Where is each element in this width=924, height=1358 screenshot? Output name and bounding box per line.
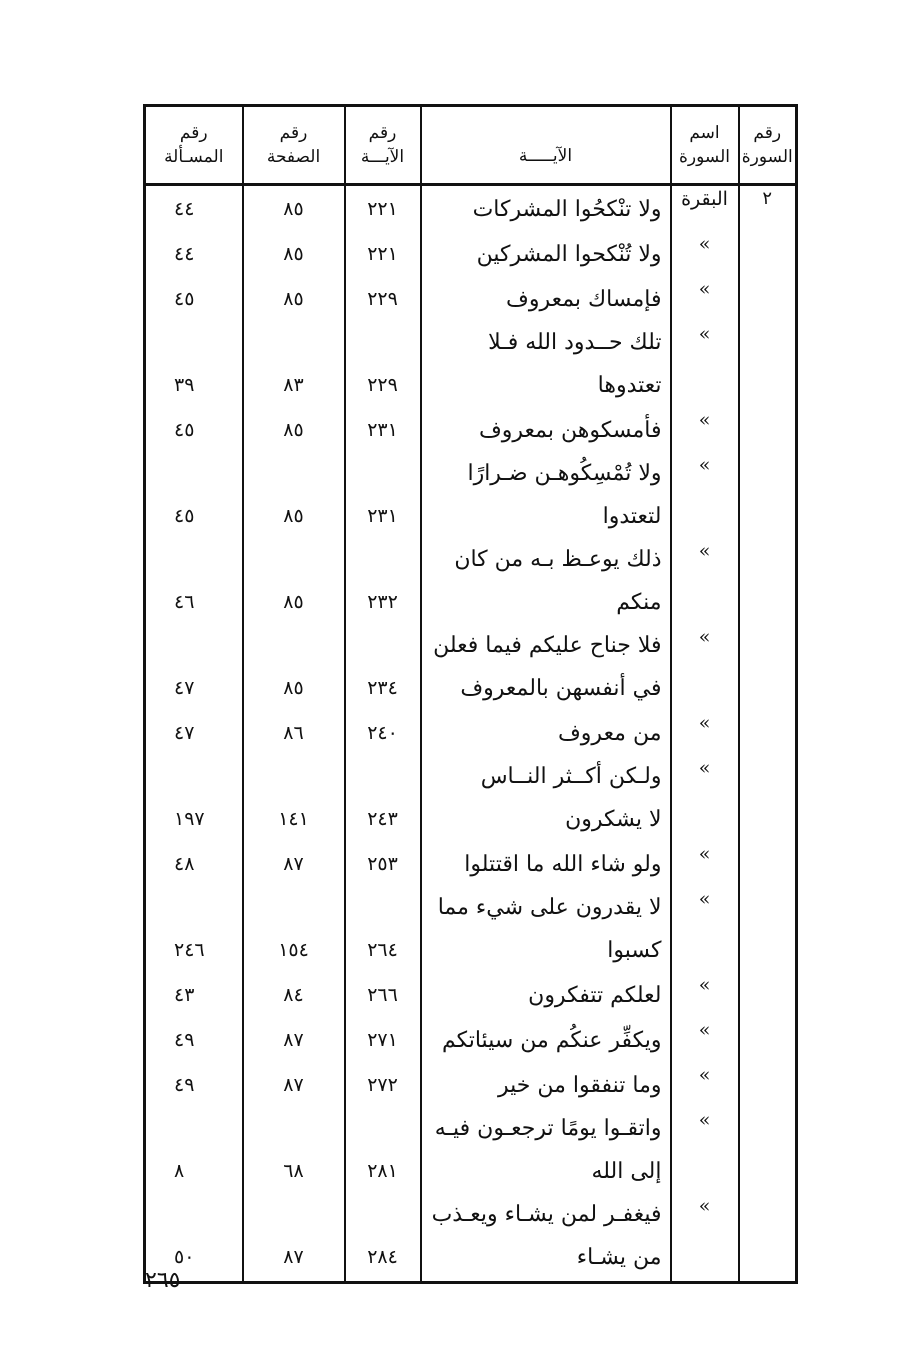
page-number-cell: ٨٦: [243, 710, 345, 755]
ayah-text-line: ولا تنْكحُوا المشركات: [472, 197, 662, 222]
header-surah-name-line-2: السورة: [679, 147, 730, 167]
table-row: [145, 407, 797, 452]
page-number-cell: ٨٧: [243, 1017, 345, 1062]
header-surah-number: [739, 106, 797, 185]
ayah-number-cell: ٢٢١: [345, 231, 421, 276]
ayah-text-line: تعتدوها: [597, 373, 662, 398]
page-number-cell: ٨٥: [243, 538, 345, 624]
header-ayah-label: الآيـــــة: [518, 146, 573, 166]
page-number-cell: ٦٨: [243, 1107, 345, 1193]
ayah-number-cell: ٢٣١: [345, 452, 421, 538]
ayah-text-line: لتعتدوا: [602, 504, 662, 529]
question-number-cell: ٥٠: [145, 1193, 243, 1283]
surah-number-cell: [739, 1193, 797, 1283]
surah-name-cell: »: [671, 321, 739, 407]
ayah-text-line: ولا تُمْسِكُوهـن ضـرارًا: [467, 461, 662, 486]
table-row: [145, 755, 797, 841]
table-row: [145, 886, 797, 972]
ayah-text-line: تلك حــدود الله فـلا: [488, 330, 662, 355]
ayah-number-cell: ٢٧١: [345, 1017, 421, 1062]
question-number-cell: ٤٩: [145, 1062, 243, 1107]
table-body: [145, 185, 797, 1283]
header-question-number-line-1: رقم: [179, 123, 208, 143]
ayah-text-cell: [421, 1107, 671, 1193]
table-row: [145, 231, 797, 276]
surah-name-cell: »: [671, 710, 739, 755]
page-number-cell: ٨٥: [243, 276, 345, 321]
page-number-cell: ٨٤: [243, 972, 345, 1017]
page-number-cell: ١٥٤: [243, 886, 345, 972]
ayah-number-cell: ٢٣٢: [345, 538, 421, 624]
table-row: [145, 841, 797, 886]
question-number-cell: ٤٧: [145, 710, 243, 755]
surah-name-cell: »: [671, 755, 739, 841]
ayah-text-line: في أنفسهن بالمعروف: [460, 676, 662, 701]
surah-number-cell: [739, 755, 797, 841]
surah-name-cell: »: [671, 1062, 739, 1107]
page-number-cell: ٨٥: [243, 231, 345, 276]
surah-number-cell: [739, 1017, 797, 1062]
question-number-cell: ٢٤٦: [145, 886, 243, 972]
header-ayah-number-line-1: رقم: [368, 123, 397, 143]
header-ayah: [421, 106, 671, 185]
header-surah-name: [671, 106, 739, 185]
page-number-cell: ٨٣: [243, 321, 345, 407]
ayah-number-cell: ٢٨٤: [345, 1193, 421, 1283]
table-row: [145, 321, 797, 407]
question-number-cell: ٤٨: [145, 841, 243, 886]
page-number: ٢٦٥: [145, 1268, 181, 1293]
question-number-cell: ٤٥: [145, 407, 243, 452]
ayah-text-line: واتقـوا يومًا ترجعـون فيـه: [434, 1116, 662, 1141]
ayah-text-line: وما تنفقوا من خير: [498, 1073, 662, 1098]
ayah-text-line: منكم: [616, 590, 662, 615]
table-row: [145, 1017, 797, 1062]
header-surah-number-line-2: السورة: [741, 147, 793, 167]
surah-name-cell: »: [671, 231, 739, 276]
ayah-text-line: فيغفـر لمن يشـاء ويعـذب: [431, 1202, 662, 1227]
header-page-number: [243, 106, 345, 185]
ayah-text-cell: [421, 231, 671, 276]
question-number-cell: ٣٩: [145, 321, 243, 407]
header-row: [145, 106, 797, 185]
header-surah-name-line-1: اسم: [689, 123, 720, 143]
ayah-text-line: لعلكم تتفكرون: [528, 983, 662, 1008]
ayah-text-line: فأمسكوهن بمعروف: [478, 418, 662, 443]
header-question-number-line-2: المسـألة: [164, 147, 224, 167]
table-row: [145, 276, 797, 321]
ayah-text-cell: [421, 1017, 671, 1062]
question-number-cell: ٤٩: [145, 1017, 243, 1062]
header-page-number-line-2: الصفحة: [266, 147, 321, 167]
question-number-cell: ٤٥: [145, 276, 243, 321]
table-row: [145, 624, 797, 710]
ayah-text-cell: [421, 276, 671, 321]
page-number-cell: ١٤١: [243, 755, 345, 841]
question-number-cell: ٨: [145, 1107, 243, 1193]
header-surah-number-line-1: رقم: [753, 123, 782, 143]
surah-name-cell: »: [671, 1193, 739, 1283]
surah-name-cell: »: [671, 538, 739, 624]
question-number-cell: ٤٤: [145, 185, 243, 232]
ayah-number-cell: ٢٦٤: [345, 886, 421, 972]
question-number-cell: ٤٧: [145, 624, 243, 710]
ayah-text-cell: [421, 407, 671, 452]
ayah-text-line: ولـكن أكــثر النــاس: [480, 764, 662, 789]
page-number-cell: ٨٧: [243, 841, 345, 886]
ayah-text-line: ذلك يوعـظ بـه من كان: [454, 547, 662, 572]
ayah-text-cell: [421, 841, 671, 886]
table-row: [145, 185, 797, 232]
ayah-text-cell: [421, 710, 671, 755]
surah-number-cell: [739, 538, 797, 624]
surah-number-cell: [739, 276, 797, 321]
ayah-text-line: ولو شاء الله ما اقتتلوا: [464, 852, 662, 877]
table-row: [145, 452, 797, 538]
ayah-text-cell: [421, 1193, 671, 1283]
ayah-text-cell: [421, 185, 671, 232]
ayah-index-table: [143, 104, 798, 1284]
page-number-cell: ٨٥: [243, 624, 345, 710]
surah-name-cell: البقرة: [671, 185, 739, 232]
ayah-text-line: إلى الله: [591, 1159, 662, 1184]
page-number-cell: ٨٧: [243, 1193, 345, 1283]
surah-name-cell: »: [671, 886, 739, 972]
surah-name-cell: »: [671, 276, 739, 321]
ayah-number-cell: ٢٢٩: [345, 321, 421, 407]
surah-name-cell: »: [671, 1107, 739, 1193]
ayah-text-line: ولا تُنْكحوا المشركين: [476, 242, 662, 267]
table-row: [145, 1107, 797, 1193]
surah-number-cell: [739, 1062, 797, 1107]
ayah-text-cell: [421, 972, 671, 1017]
table-row: [145, 710, 797, 755]
ayah-text-cell: [421, 755, 671, 841]
ayah-text-line: فإمساك بمعروف: [506, 287, 662, 312]
ayah-text-line: ويكفِّر عنكُم من سيئاتكم: [441, 1028, 662, 1053]
ayah-number-cell: ٢٤٣: [345, 755, 421, 841]
surah-name-cell: »: [671, 1017, 739, 1062]
ayah-number-cell: ٢٣١: [345, 407, 421, 452]
ayah-text-cell: [421, 886, 671, 972]
surah-number-cell: [739, 321, 797, 407]
ayah-text-line: لا يقدرون على شيء مما: [437, 895, 662, 920]
header-question-number: [145, 106, 243, 185]
ayah-number-cell: ٢٢١: [345, 185, 421, 232]
ayah-text-line: من يشـاء: [576, 1245, 662, 1270]
surah-number-cell: [739, 1107, 797, 1193]
ayah-number-cell: ٢٤٠: [345, 710, 421, 755]
ayah-text-cell: [421, 452, 671, 538]
ayah-number-cell: ٢٦٦: [345, 972, 421, 1017]
ayah-text-cell: [421, 538, 671, 624]
table-row: [145, 538, 797, 624]
surah-number-cell: [739, 972, 797, 1017]
ayah-text-cell: [421, 1062, 671, 1107]
surah-number-cell: [739, 452, 797, 538]
page-number-cell: ٨٥: [243, 407, 345, 452]
table-row: [145, 1062, 797, 1107]
ayah-number-cell: ٢٢٩: [345, 276, 421, 321]
page-number-cell: ٨٥: [243, 452, 345, 538]
surah-number-cell: [739, 886, 797, 972]
ayah-text-line: لا يشكرون: [565, 807, 662, 832]
ayah-number-cell: ٢٣٤: [345, 624, 421, 710]
surah-number-cell: [739, 624, 797, 710]
header-ayah-number: [345, 106, 421, 185]
ayah-text-cell: [421, 321, 671, 407]
header-page-number-line-1: رقم: [279, 123, 308, 143]
table-row: [145, 1193, 797, 1283]
surah-number-cell: [739, 407, 797, 452]
question-number-cell: ٤٣: [145, 972, 243, 1017]
ayah-number-cell: ٢٧٢: [345, 1062, 421, 1107]
page-number-cell: ٨٧: [243, 1062, 345, 1107]
ayah-text-line: كسبوا: [607, 938, 662, 963]
surah-name-cell: »: [671, 452, 739, 538]
surah-name-cell: »: [671, 624, 739, 710]
ayah-number-cell: ٢٨١: [345, 1107, 421, 1193]
question-number-cell: ١٩٧: [145, 755, 243, 841]
surah-name-cell: »: [671, 841, 739, 886]
header-ayah-number-line-2: الآيـــة: [360, 147, 405, 167]
ayah-number-cell: ٢٥٣: [345, 841, 421, 886]
surah-name-cell: »: [671, 407, 739, 452]
ayah-text-cell: [421, 624, 671, 710]
surah-number-cell: [739, 231, 797, 276]
surah-number-cell: [739, 710, 797, 755]
question-number-cell: ٤٤: [145, 231, 243, 276]
table-row: [145, 972, 797, 1017]
surah-name-cell: »: [671, 972, 739, 1017]
page-number-cell: ٨٥: [243, 185, 345, 232]
surah-number-cell: [739, 841, 797, 886]
question-number-cell: ٤٦: [145, 538, 243, 624]
question-number-cell: ٤٥: [145, 452, 243, 538]
surah-number-cell: ٢: [739, 185, 797, 232]
ayah-text-line: فلا جناح عليكم فيما فعلن: [433, 633, 662, 658]
ayah-text-line: من معروف: [558, 721, 662, 746]
